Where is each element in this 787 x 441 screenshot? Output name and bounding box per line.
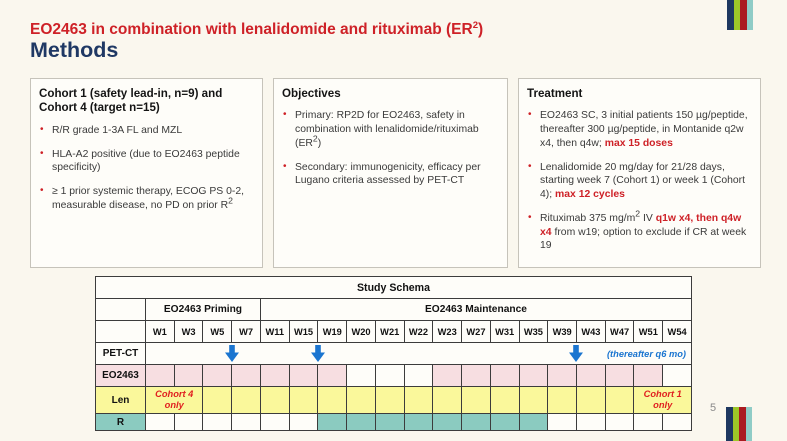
schema-cell (174, 365, 203, 387)
bullet-marker-icon: • (40, 185, 44, 197)
week-header-cell: W51 (634, 321, 663, 343)
bullet-text: EO2463 SC, 3 initial patients 150 µg/peptide, thereafter 300 µg/peptide, in Montanide q2w x4, then q4w; max 15 doses (540, 110, 748, 149)
schema-cell (433, 387, 462, 414)
bullet-item (527, 161, 752, 202)
bullet-text: Lenalidomide 20 mg/day for 21/28 days, starting week 7 (Cohort 1) or week 1 (Cohort 4); max 12 cycles (540, 161, 746, 201)
cohorts-box (30, 78, 263, 268)
blank-cell (96, 299, 146, 321)
treatment-box (518, 78, 761, 268)
week-header-cell: W22 (404, 321, 433, 343)
week-header-cell: W15 (289, 321, 318, 343)
bullet-marker-icon: • (283, 109, 287, 121)
bullet-item (39, 124, 254, 138)
petct-track (146, 343, 692, 365)
week-header-cell: W3 (174, 321, 203, 343)
schema-cell (232, 387, 261, 414)
brand-logo-icon (726, 407, 752, 441)
objectives-box (273, 78, 508, 268)
box-title: Cohort 1 (safety lead-in, n=9) and Cohort 4 (target n=15) (39, 87, 223, 115)
schema-cell (289, 365, 318, 387)
schema-cell (577, 365, 606, 387)
bullet-text: R/R grade 1-3A FL and MZL (52, 124, 183, 136)
week-header-cell: W35 (519, 321, 548, 343)
schema-cell (404, 387, 433, 414)
box-title: Treatment (527, 87, 583, 100)
week-header-cell: W21 (375, 321, 404, 343)
bullet-marker-icon: • (528, 211, 532, 223)
schema-cell (433, 414, 462, 431)
bullet-text: Primary: RP2D for EO2463, safety in combination with lenalidomide/rituximab $(ER^2)$ (295, 110, 479, 149)
schema-cell (404, 414, 433, 431)
bullet-text: Rituximab 375 $mg/m^2$ IV q1w x4, then q4w x4 from w19; option to exclude if CR at week 19 (540, 208, 747, 252)
schema-cell (232, 414, 261, 431)
schema-cell (289, 387, 318, 414)
down-arrow-icon (311, 345, 325, 362)
bullet-item (39, 185, 254, 212)
bullet-item (282, 109, 499, 150)
content-boxes (30, 78, 761, 268)
schema-cell (462, 414, 491, 431)
down-arrow-icon (225, 345, 239, 362)
schema-group-priming: EO2463 Priming (146, 299, 261, 321)
schema-cell (146, 365, 175, 387)
bullet-marker-icon: • (40, 123, 44, 135)
schema-cell (203, 414, 232, 431)
schema-cell (347, 387, 376, 414)
brand-logo-icon (727, 0, 753, 30)
bullet-marker-icon: • (40, 147, 44, 159)
week-header-cell: W7 (232, 321, 261, 343)
len-note: Cohort 1 only (643, 389, 682, 410)
schema-cell (289, 414, 318, 431)
schema-table (95, 276, 692, 431)
schema-cell (260, 387, 289, 414)
week-header-cell: W43 (577, 321, 606, 343)
week-header-cell: W23 (433, 321, 462, 343)
len-note-cell (146, 387, 203, 414)
bullet-item (527, 208, 752, 253)
schema-cell (146, 414, 175, 431)
down-arrow-icon (569, 345, 583, 362)
schema-cell (548, 365, 577, 387)
schema-cell (663, 365, 692, 387)
study-schema (95, 276, 692, 431)
slide-subtitle: Methods (30, 38, 119, 62)
week-header-cell: W39 (548, 321, 577, 343)
len-note: Cohort 4 only (155, 389, 194, 410)
schema-cell (605, 414, 634, 431)
len-note-cell (634, 387, 692, 414)
slide-title: EO2463 in combination with lenalidomide and rituximab $(ER^2)$ (30, 19, 484, 38)
schema-cell (318, 387, 347, 414)
schema-title: Study Schema (96, 277, 692, 299)
schema-cell (577, 387, 606, 414)
schema-cell (634, 414, 663, 431)
bullet-text: ≥ 1 prior systemic therapy, ECOG PS 0-2, measurable disease, no PD on prior $R^2$ (52, 186, 245, 211)
schema-cell (490, 387, 519, 414)
schema-group-maintenance: EO2463 Maintenance (260, 299, 691, 321)
bullet-marker-icon: • (283, 160, 287, 172)
schema-cell (203, 387, 232, 414)
logo-bar (746, 407, 753, 441)
schema-cell (260, 414, 289, 431)
bullet-item (282, 161, 499, 188)
schema-cell (462, 387, 491, 414)
box-title: Objectives (282, 87, 341, 100)
bullet-marker-icon: • (528, 160, 532, 172)
schema-cell (347, 365, 376, 387)
schema-cell (634, 365, 663, 387)
page-number: 5 (710, 402, 717, 414)
schema-cell (548, 414, 577, 431)
row-label-petct: PET-CT (96, 343, 146, 365)
week-header-cell: W11 (260, 321, 289, 343)
schema-cell (519, 414, 548, 431)
schema-cell (605, 387, 634, 414)
schema-cell (174, 414, 203, 431)
petct-note: (thereafter q6 mo) (606, 348, 686, 359)
schema-cell (232, 365, 261, 387)
bullet-text: Secondary: immunogenicity, efficacy per Lugano criteria assessed by PET-CT (295, 161, 481, 187)
schema-cell (548, 387, 577, 414)
schema-cell (375, 365, 404, 387)
schema-cell (433, 365, 462, 387)
schema-cell (260, 365, 289, 387)
bullet-text: HLA-A2 positive (due to EO2463 peptide specificity) (52, 148, 240, 174)
schema-cell (605, 365, 634, 387)
schema-cell (375, 387, 404, 414)
schema-cell (462, 365, 491, 387)
logo-bar (747, 0, 754, 30)
schema-cell (203, 365, 232, 387)
week-header-cell: W20 (347, 321, 376, 343)
bullet-item (527, 109, 752, 150)
schema-cell (318, 365, 347, 387)
schema-cell (490, 365, 519, 387)
schema-cell (577, 414, 606, 431)
week-header-cell: W47 (605, 321, 634, 343)
week-header-cell: W1 (146, 321, 175, 343)
schema-cell (519, 387, 548, 414)
row-label-len: Len (96, 387, 146, 414)
week-header-cell: W27 (462, 321, 491, 343)
week-header-cell: W5 (203, 321, 232, 343)
schema-cell (318, 414, 347, 431)
schema-cell (490, 414, 519, 431)
blank-cell (96, 321, 146, 343)
schema-cell (375, 414, 404, 431)
week-header-cell: W54 (663, 321, 692, 343)
schema-cell (519, 365, 548, 387)
bullet-marker-icon: • (528, 109, 532, 121)
schema-cell (404, 365, 433, 387)
week-header-cell: W19 (318, 321, 347, 343)
schema-cell (347, 414, 376, 431)
row-label-r: R (96, 414, 146, 431)
schema-cell (663, 414, 692, 431)
week-header-cell: W31 (490, 321, 519, 343)
bullet-item (39, 148, 254, 175)
row-label-eo2463: EO2463 (96, 365, 146, 387)
